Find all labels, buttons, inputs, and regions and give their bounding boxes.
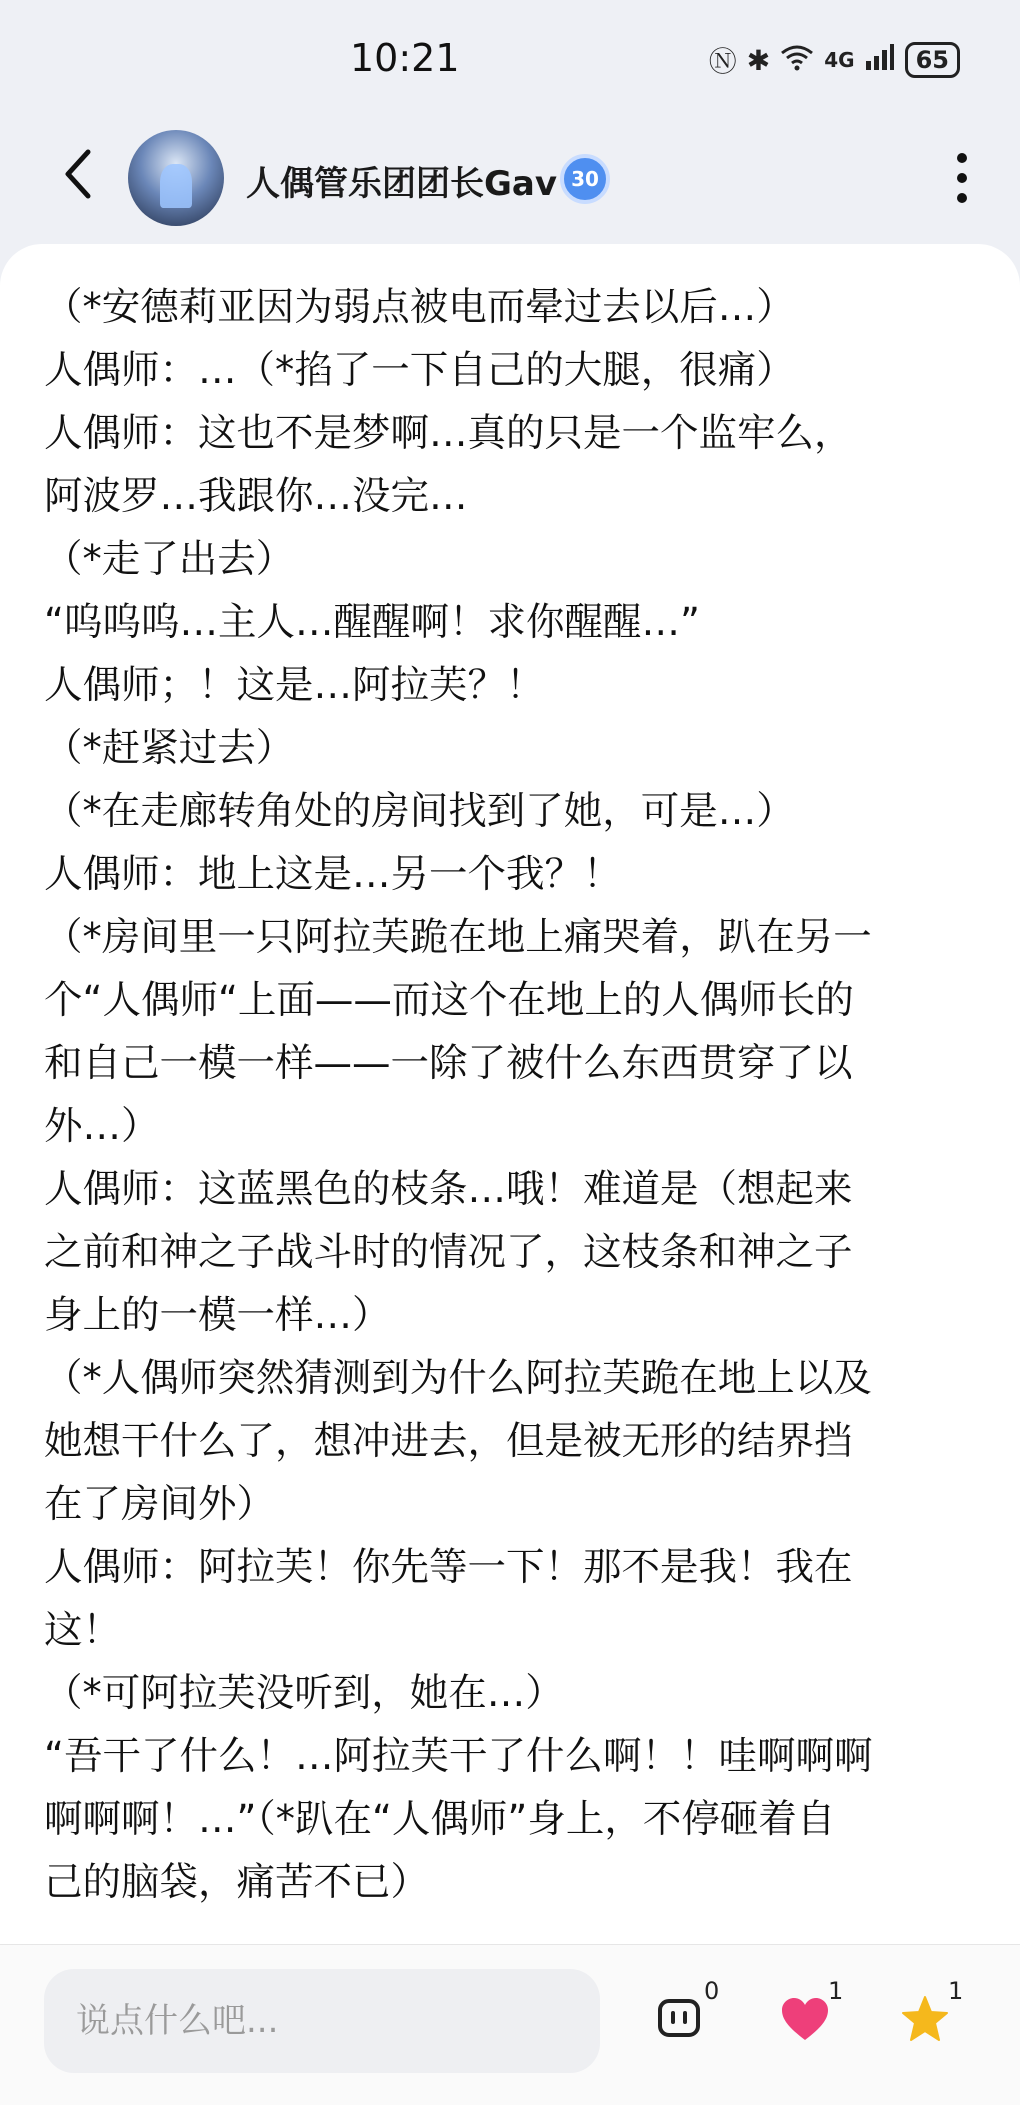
content-line: 人偶师：…（*掐了一下自己的大腿，很痛） [44, 348, 795, 393]
content-line: （*安德莉亚因为弱点被电而晕过去以后…） [44, 285, 795, 330]
content-line: 外…） [44, 1104, 160, 1149]
author-name[interactable]: 人偶管乐团团长Gav [246, 164, 558, 204]
post-content [0, 244, 1020, 1944]
comment-count: 0 [704, 1977, 720, 2005]
content-line: 个“人偶师“上面——而这个在地上的人偶师长的 [44, 978, 854, 1023]
level-badge: 30 [560, 154, 610, 204]
status-time: 10:21 [350, 36, 460, 80]
content-line: 之前和神之子战斗时的情况了，这枝条和神之子 [44, 1230, 853, 1275]
status-bar [0, 0, 1020, 120]
content-line: 她想干什么了，想冲进去，但是被无形的结界挡 [44, 1419, 853, 1464]
nfc-icon: Ⓝ [708, 45, 737, 78]
star-icon [900, 1995, 950, 2043]
comment-button[interactable] [656, 1977, 736, 2055]
content-line: 这！ [44, 1608, 122, 1653]
content-line: （*可阿拉芙没听到，她在…） [44, 1671, 564, 1716]
bluetooth-icon: ✱ [746, 43, 771, 77]
content-line: 人偶师：这蓝黑色的枝条…哦！难道是（想起来 [44, 1167, 853, 1212]
network-type-label: 4G [824, 48, 855, 72]
comment-input[interactable] [44, 1969, 600, 2073]
like-button[interactable] [780, 1977, 860, 2055]
content-line: （*人偶师突然猜测到为什么阿拉芙跪在地上以及 [44, 1356, 872, 1401]
content-line: 人偶师；！这是…阿拉芙？！ [44, 663, 545, 708]
like-count: 1 [828, 1977, 844, 2005]
content-line: 人偶师：地上这是…另一个我？！ [44, 852, 622, 897]
author-avatar[interactable] [128, 130, 224, 226]
content-line: “呜呜呜…主人…醒醒啊！求你醒醒…” [44, 600, 700, 645]
wifi-icon [780, 43, 814, 78]
content-line: 啊啊啊！…”（*趴在“人偶师”身上，不停砸着自 [44, 1797, 836, 1842]
bottom-action-bar [0, 1944, 1020, 2105]
favorite-count: 1 [948, 1977, 964, 2005]
heart-icon [780, 1997, 830, 2043]
back-arrow-icon[interactable] [58, 146, 98, 202]
content-line: （*在走廊转角处的房间找到了她，可是…） [44, 789, 795, 834]
signal-icon [865, 43, 895, 78]
content-line: 阿波罗…我跟你…没完… [44, 474, 468, 519]
comment-icon [656, 1997, 702, 2043]
content-line: 己的脑袋，痛苦不已） [44, 1860, 430, 1905]
favorite-button[interactable] [900, 1977, 980, 2055]
post-header [0, 120, 1020, 235]
battery-indicator: 65 [905, 42, 960, 78]
content-line: 身上的一模一样…） [44, 1293, 391, 1338]
content-line: 在了房间外） [44, 1482, 276, 1527]
content-line: “吾干了什么！…阿拉芙干了什么啊！！哇啊啊啊 [44, 1734, 873, 1779]
post-text [0, 244, 1020, 1914]
status-icons [709, 40, 960, 80]
content-line: （*走了出去） [44, 537, 295, 582]
content-line: 人偶师：这也不是梦啊…真的只是一个监牢么， [44, 411, 853, 456]
more-options-icon[interactable] [954, 152, 970, 204]
content-line: （*赶紧过去） [44, 726, 295, 771]
content-line: （*房间里一只阿拉芙跪在地上痛哭着，趴在另一 [44, 915, 872, 960]
content-line: 和自己一模一样——一除了被什么东西贯穿了以 [44, 1041, 853, 1086]
content-line: 人偶师：阿拉芙！你先等一下！那不是我！我在 [44, 1545, 853, 1590]
